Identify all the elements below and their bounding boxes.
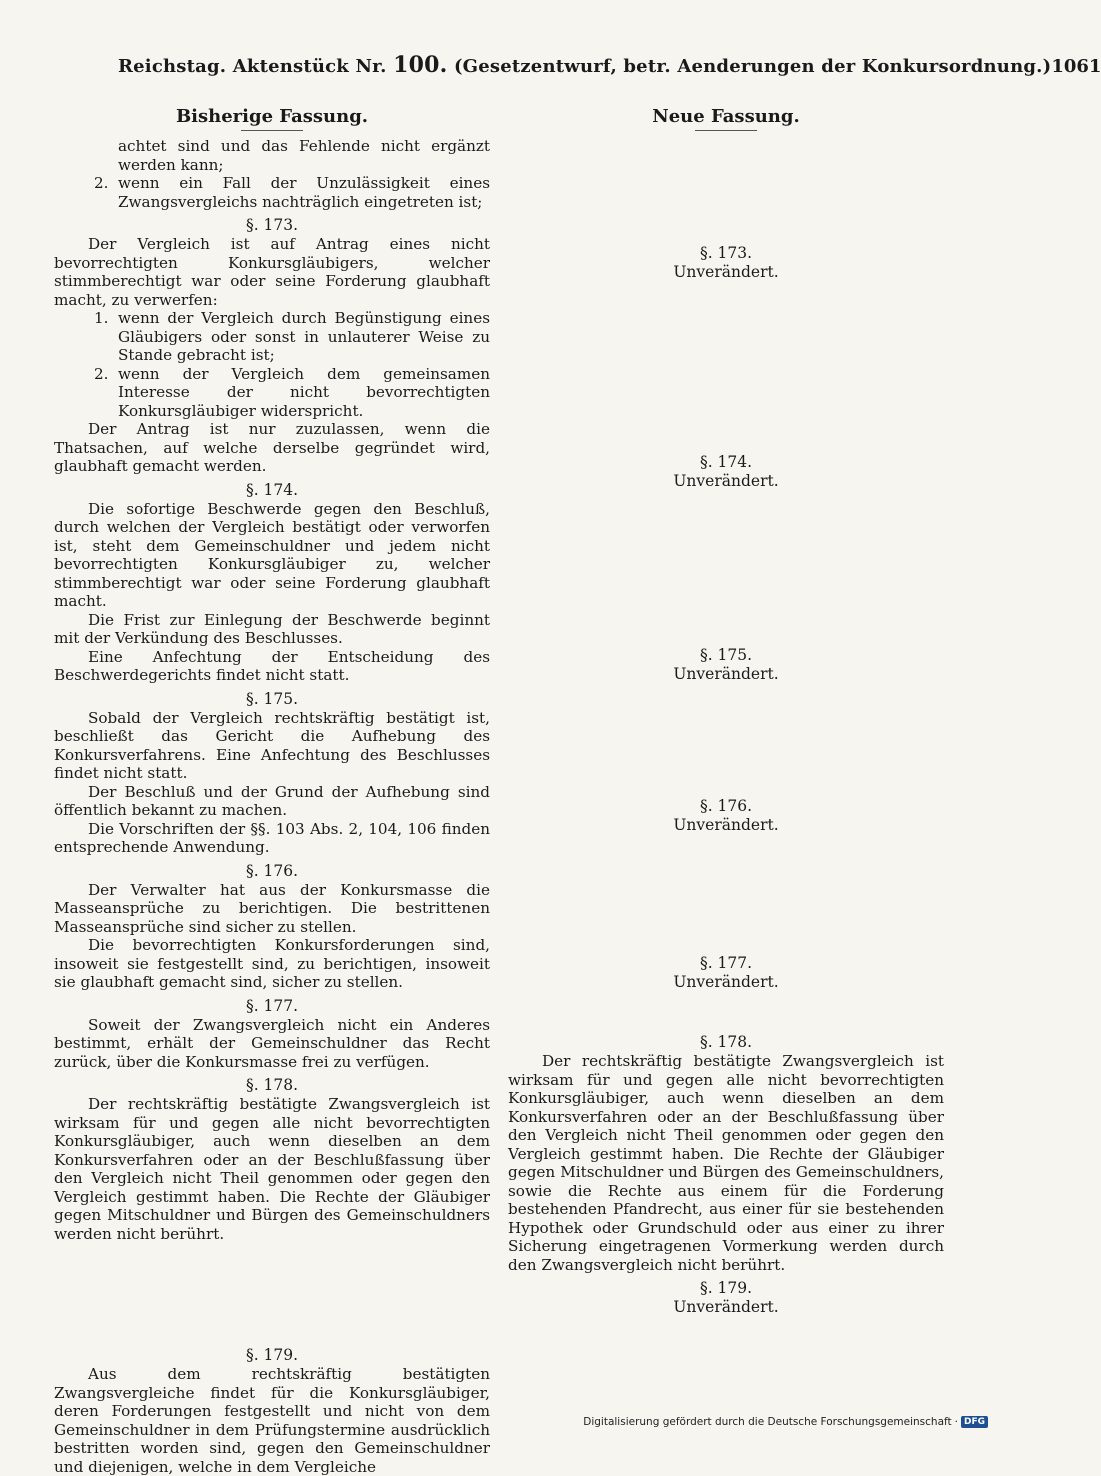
new-section-174-text: Unverändert. <box>673 472 779 490</box>
section-173-item-1 <box>54 309 490 365</box>
new-section-179-text: Unverändert. <box>673 1298 779 1316</box>
section-178-text: Der rechtskräftig bestätigte Zwangsvergleich ist wirksam für und gegen alle nicht bevorrechtigten Konkursgläubiger, auch wenn dieselben an dem Konkursverfahren oder an der Beschlußfassung über den Vergleich nicht Theil genommen oder gegen den Vergleich gestimmt haben. Die Rechte der Gläubiger gegen Mitschuldner und Bürgen des Gemeinschuldners werden nicht berührt. <box>54 1095 490 1243</box>
section-175-heading: §. 175. <box>245 689 299 708</box>
new-section-176-heading: §. 176. <box>699 797 753 815</box>
new-section-176-text: Unverändert. <box>673 816 779 834</box>
header-left: Reichstag. Aktenstück <box>118 56 349 77</box>
dfg-logo-icon: DFG <box>961 1416 988 1428</box>
footer-credit <box>583 1416 988 1428</box>
spacer <box>508 137 944 239</box>
section-177-heading: §. 177. <box>245 996 299 1015</box>
new-section-173-text: Unverändert. <box>673 263 779 281</box>
new-section-173-heading: §. 173. <box>699 244 753 262</box>
page-number: 1061 <box>1051 56 1101 77</box>
spacer <box>508 491 944 641</box>
header-right: (Gesetzentwurf, betr. Aenderungen der Konkursordnung.) <box>453 56 1052 77</box>
new-section-177-heading: §. 177. <box>699 954 753 972</box>
column-heading-old: Bisherige Fassung. <box>175 106 369 127</box>
new-section-174-heading: §. 174. <box>699 453 753 471</box>
spacer <box>54 1243 490 1341</box>
section-177-text: Soweit der Zwangsvergleich nicht ein Anderes bestimmt, erhält der Gemeinschuldner das Recht zurück, über die Konkursmasse frei zu verfügen. <box>54 1015 490 1071</box>
footer-text: Digitalisierung gefördert durch die Deutsche Forschungsgemeinschaft <box>583 1416 952 1428</box>
intro-cont-text: achtet sind und das Fehlende nicht ergänzt werden kann; <box>118 137 490 174</box>
section-174-heading: §. 174. <box>245 480 299 499</box>
section-175-text-3: Die Vorschriften der §§. 103 Abs. 2, 104, 106 finden entsprechende Anwendung. <box>54 819 490 856</box>
new-section-175-heading: §. 175. <box>699 646 753 664</box>
section-176-text-2: Die bevorrechtigten Konkursforderungen sind, insoweit sie festgestellt sind, zu berichtigen, insoweit sie glaubhaft gemacht sind, sicher zu stellen. <box>54 936 490 991</box>
column-new-version <box>508 100 944 1317</box>
intro-continuation <box>54 137 490 174</box>
section-173-text: Der Vergleich ist auf Antrag eines nicht bevorrechtigten Konkursgläubigers, welcher stimmberechtigt war oder seine Forderung glaubhaft macht, zu verwerfen: <box>54 235 490 309</box>
item-num: 1. <box>94 309 109 327</box>
new-section-179-heading: §. 179. <box>699 1279 753 1297</box>
spacer <box>508 992 944 1028</box>
spacer <box>508 282 944 448</box>
section-178-heading: §. 178. <box>245 1076 299 1094</box>
header-nr-label: Nr. <box>355 56 387 77</box>
intro-item-2-text: wenn ein Fall der Unzulässigkeit eines Zwangsvergleichs nachträglich eingetreten ist; <box>118 174 490 211</box>
header-nr-value: 100. <box>393 52 448 78</box>
intro-item-2-num: 2. <box>94 174 109 192</box>
footer-separator: · <box>954 1416 958 1428</box>
header-title <box>118 52 1051 78</box>
section-174-text-2: Die Frist zur Einlegung der Beschwerde beginnt mit der Verkündung des Beschlusses. <box>54 610 490 647</box>
new-section-178-heading: §. 178. <box>699 1033 753 1051</box>
heading-rule <box>241 130 303 131</box>
section-179-heading: §. 179. <box>245 1346 299 1364</box>
intro-item-2 <box>54 174 490 211</box>
item-num: 2. <box>94 364 109 383</box>
section-174-text-3: Eine Anfechtung der Entscheidung des Beschwerdegerichts findet nicht statt. <box>54 647 490 684</box>
section-174-text: Die sofortige Beschwerde gegen den Beschluß, durch welchen der Vergleich bestätigt oder verworfen ist, steht dem Gemeinschuldner und jedem nicht bevorrechtigten Konkursgläubiger zu, welcher stimmberechtigt war oder seine Forderung glaubhaft macht. <box>54 499 490 610</box>
column-old-version <box>54 100 490 1476</box>
new-section-178-text: Der rechtskräftig bestätigte Zwangsvergleich ist wirksam für und gegen alle nicht bevorrechtigten Konkursgläubiger, auch wenn dieselben an dem Konkursverfahren oder an der Beschlußfassung über den Vergleich nicht Theil genommen oder gegen den Vergleich gestimmt haben. Die Rechte der Gläubiger gegen Mitschuldner und Bürgen des Gemeinschuldners, sowie die Rechte aus einem für die Forderung bestehenden Pfandrecht, aus einer für sie bestehenden Hypothek oder Grundschuld oder aus einer zu ihrer Sicherung eingetragenen Vormerkung werden durch den Zwangsvergleich nicht berührt. <box>508 1052 944 1274</box>
new-section-175-text: Unverändert. <box>673 665 779 683</box>
section-175-text: Sobald der Vergleich rechtskräftig bestätigt ist, beschließt das Gericht die Aufhebung des Konkursverfahrens. Eine Anfechtung des Beschlusses findet nicht statt. <box>54 708 490 782</box>
section-173-heading: §. 173. <box>245 216 299 234</box>
section-176-text: Der Verwalter hat aus der Konkursmasse die Masseansprüche zu berichtigen. Die bestrittenen Masseansprüche sind sicher zu stellen. <box>54 880 490 936</box>
section-173-item-2 <box>54 365 490 421</box>
heading-rule <box>695 130 757 131</box>
spacer <box>508 835 944 949</box>
page-header <box>118 52 1101 78</box>
spacer <box>508 684 944 792</box>
column-heading-new: Neue Fassung. <box>652 106 800 127</box>
section-176-heading: §. 176. <box>245 861 299 880</box>
section-175-text-2: Der Beschluß und der Grund der Aufhebung sind öffentlich bekannt zu machen. <box>54 782 490 819</box>
section-173-text-2: Der Antrag ist nur zuzulassen, wenn die Thatsachen, auf welche derselbe gegründet wird, glaubhaft gemacht werden. <box>54 420 490 475</box>
item-text: wenn der Vergleich durch Begünstigung eines Gläubigers oder sonst in unlauterer Weise zu Stande gebracht ist; <box>118 309 490 364</box>
item-text: wenn der Vergleich dem gemeinsamen Interesse der nicht bevorrechtigten Konkursgläubiger widerspricht. <box>118 364 490 420</box>
section-179-text: Aus dem rechtskräftig bestätigten Zwangsvergleiche findet für die Konkursgläubiger, deren Forderungen festgestellt und nicht von dem Gemeinschuldner in dem Prüfungstermine ausdrücklich bestritten worden sind, gegen den Gemeinschuldner und diejenigen, welche in dem Vergleiche <box>54 1365 490 1476</box>
new-section-177-text: Unverändert. <box>673 973 779 991</box>
